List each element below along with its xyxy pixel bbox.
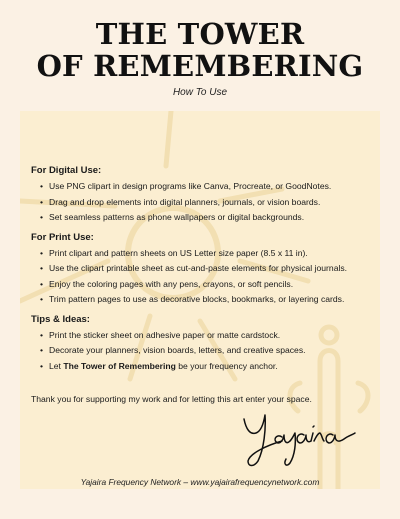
subtitle: How To Use — [172, 87, 228, 98]
section-heading: For Print Use: — [31, 231, 94, 243]
product-name: The Tower of Remembering — [63, 360, 176, 371]
list-item: • Use the clipart printable sheet as cut-and-paste elements for physical journals. — [31, 261, 375, 277]
instructions-content — [31, 165, 375, 374]
signature-yajaira — [238, 409, 358, 471]
item-text: be your frequency anchor. — [175, 360, 278, 371]
list-item: • Set seamless patterns as phone wallpapers or digital backgrounds. — [31, 210, 375, 226]
footer-credit: Yajaira Frequency Network – www.yajairafrequencynetwork.com — [80, 477, 320, 487]
list-item: • Trim pattern pages to use as decorative blocks, bookmarks, or layering cards. — [31, 292, 375, 308]
list-item: • Decorate your planners, vision boards, letters, and creative spaces. — [31, 343, 375, 359]
list-item — [31, 359, 375, 375]
list-item: • Print the sticker sheet on adhesive paper or matte cardstock. — [31, 328, 375, 344]
section-heading: Tips & Ideas: — [31, 313, 90, 325]
list-item: • Use PNG clipart in design programs like Canva, Procreate, or GoodNotes. — [31, 179, 375, 195]
instructions-panel — [20, 111, 380, 489]
bullet-list — [31, 246, 375, 308]
thank-you-note: Thank you for supporting my work and for letting this art enter your space. — [31, 394, 312, 404]
bullet-list — [31, 179, 375, 226]
title-line-1: THE TOWER — [95, 17, 305, 51]
section-print-use — [31, 232, 375, 308]
section-tips-ideas — [31, 314, 375, 375]
bullet-list — [31, 328, 375, 375]
section-heading: For Digital Use: — [31, 165, 102, 176]
title-line-2: OF REMEMBERING — [36, 49, 364, 83]
list-item: • Print clipart and pattern sheets on US Letter size paper (8.5 x 11 in). — [31, 246, 375, 262]
page-title — [0, 18, 400, 82]
list-item: • Drag and drop elements into digital planners, journals, or vision boards. — [31, 195, 375, 211]
list-item: • Enjoy the coloring pages with any pens, crayons, or soft pencils. — [31, 277, 375, 293]
item-text: Let — [49, 360, 64, 371]
section-digital-use — [31, 165, 375, 226]
